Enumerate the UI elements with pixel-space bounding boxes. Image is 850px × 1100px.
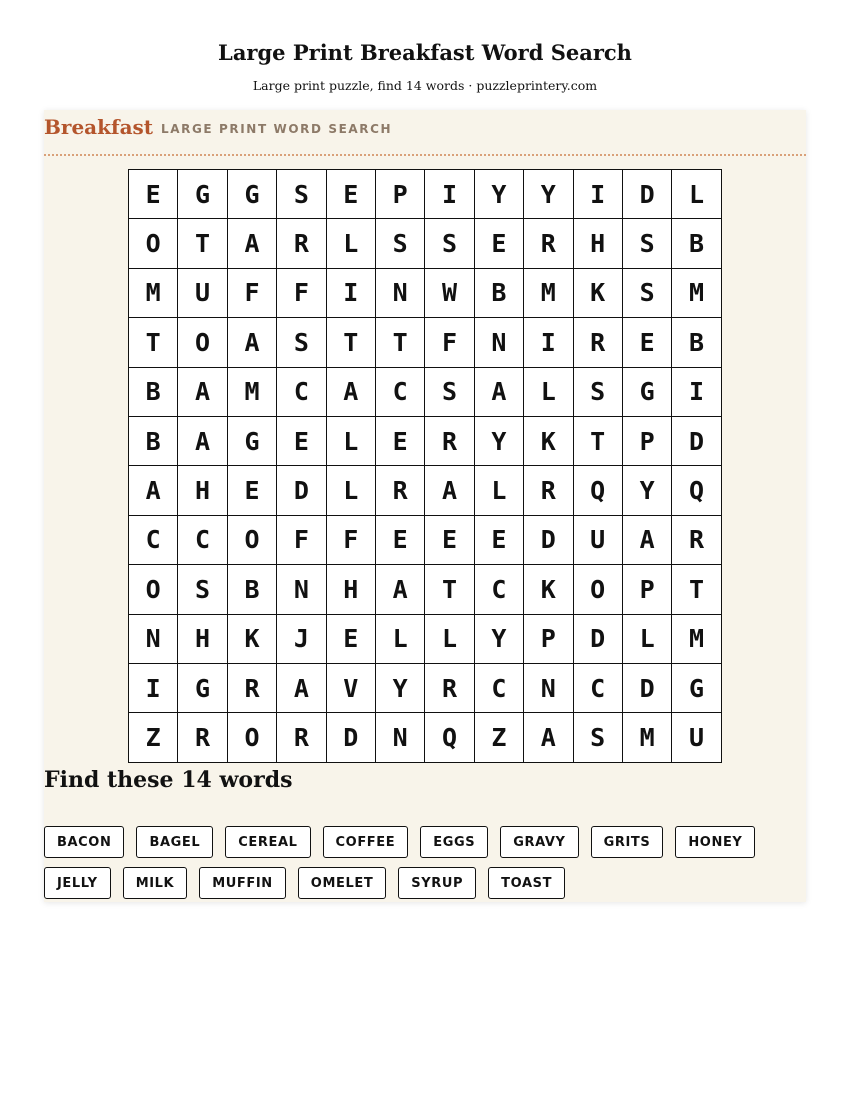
grid-cell[interactable]: T [327, 318, 376, 367]
word-chip: COFFEE [323, 826, 409, 858]
grid-cell[interactable]: Y [475, 417, 524, 466]
grid-cell[interactable]: C [574, 664, 623, 713]
grid-cell[interactable]: M [228, 368, 277, 417]
grid-cell[interactable]: E [425, 516, 474, 565]
grid-cell[interactable]: C [475, 664, 524, 713]
word-list-heading: Find these 14 words [44, 767, 293, 793]
grid-cell[interactable]: S [574, 368, 623, 417]
grid-cell[interactable]: M [672, 615, 721, 664]
grid-cell[interactable]: S [178, 565, 227, 614]
grid-cell[interactable]: F [425, 318, 474, 367]
word-chip: BAGEL [136, 826, 213, 858]
grid-cell[interactable]: U [672, 713, 721, 762]
grid-cell[interactable]: D [327, 713, 376, 762]
grid-cell[interactable]: R [178, 713, 227, 762]
grid-cell[interactable]: I [672, 368, 721, 417]
grid-cell[interactable]: S [277, 318, 326, 367]
grid-cell[interactable]: J [277, 615, 326, 664]
grid-cell[interactable]: D [623, 664, 672, 713]
grid-cell[interactable]: T [376, 318, 425, 367]
word-list [44, 826, 784, 899]
grid-cell[interactable]: N [524, 664, 573, 713]
grid-cell[interactable]: F [277, 269, 326, 318]
grid-cell[interactable]: G [178, 170, 227, 219]
grid-cell[interactable]: F [327, 516, 376, 565]
grid-cell[interactable]: B [672, 219, 721, 268]
grid-cell[interactable]: E [129, 170, 178, 219]
grid-cell[interactable]: B [129, 417, 178, 466]
grid-cell[interactable]: G [672, 664, 721, 713]
grid-cell[interactable]: E [327, 170, 376, 219]
grid-cell[interactable]: S [425, 368, 474, 417]
grid-cell[interactable]: D [672, 417, 721, 466]
grid-cell[interactable]: E [277, 417, 326, 466]
grid-cell[interactable]: L [327, 417, 376, 466]
grid-cell[interactable]: E [376, 516, 425, 565]
grid-cell[interactable]: B [129, 368, 178, 417]
grid-cell[interactable]: C [277, 368, 326, 417]
grid-cell[interactable]: H [178, 615, 227, 664]
grid-cell[interactable]: A [228, 318, 277, 367]
grid-cell[interactable]: C [376, 368, 425, 417]
grid-cell[interactable]: H [574, 219, 623, 268]
grid-cell[interactable]: I [327, 269, 376, 318]
word-chip: GRITS [591, 826, 664, 858]
grid-cell[interactable]: A [178, 368, 227, 417]
letter-grid [128, 169, 722, 763]
grid-cell[interactable]: L [425, 615, 474, 664]
word-chip: MILK [123, 867, 188, 899]
grid-cell[interactable]: T [672, 565, 721, 614]
grid-cell[interactable]: O [129, 565, 178, 614]
grid-cell[interactable]: R [425, 417, 474, 466]
grid-cell[interactable]: U [178, 269, 227, 318]
word-chip: OMELET [298, 867, 387, 899]
puzzle-card [44, 110, 806, 902]
grid-cell[interactable]: E [228, 466, 277, 515]
grid-cell[interactable]: F [277, 516, 326, 565]
grid-cell[interactable]: R [277, 713, 326, 762]
grid-cell[interactable]: Y [623, 466, 672, 515]
grid-cell[interactable]: H [178, 466, 227, 515]
grid-cell[interactable]: R [524, 466, 573, 515]
page-title: Large Print Breakfast Word Search [218, 40, 632, 65]
grid-cell[interactable]: L [327, 466, 376, 515]
grid-cell[interactable]: Q [425, 713, 474, 762]
grid-cell[interactable]: S [623, 269, 672, 318]
grid-cell[interactable]: L [524, 368, 573, 417]
card-header [44, 110, 806, 156]
grid-cell[interactable]: K [574, 269, 623, 318]
grid-cell[interactable]: L [327, 219, 376, 268]
grid-cell[interactable]: D [524, 516, 573, 565]
grid-cell[interactable]: N [129, 615, 178, 664]
grid-cell[interactable]: R [524, 219, 573, 268]
grid-cell[interactable]: G [228, 417, 277, 466]
word-chip: GRAVY [500, 826, 578, 858]
grid-cell[interactable]: A [228, 219, 277, 268]
grid-cell[interactable]: Y [376, 664, 425, 713]
grid-cell[interactable]: E [623, 318, 672, 367]
grid-cell[interactable]: P [376, 170, 425, 219]
grid-cell[interactable]: M [524, 269, 573, 318]
grid-cell[interactable]: S [277, 170, 326, 219]
grid-cell[interactable]: H [327, 565, 376, 614]
card-kicker: LARGE PRINT WORD SEARCH [161, 122, 393, 136]
grid-cell[interactable]: A [623, 516, 672, 565]
grid-cell[interactable]: R [376, 466, 425, 515]
grid-cell[interactable]: A [327, 368, 376, 417]
grid-cell[interactable]: A [475, 368, 524, 417]
grid-cell[interactable]: C [129, 516, 178, 565]
grid-cell[interactable]: W [425, 269, 474, 318]
grid-cell[interactable]: T [129, 318, 178, 367]
page-subtitle: Large print puzzle, find 14 words · puzzleprintery.com [252, 78, 598, 93]
grid-cell[interactable]: O [574, 565, 623, 614]
grid-cell[interactable]: R [277, 219, 326, 268]
grid-cell[interactable]: K [228, 615, 277, 664]
grid-cell[interactable]: M [623, 713, 672, 762]
grid-cell[interactable]: S [623, 219, 672, 268]
grid-cell[interactable]: Y [475, 615, 524, 664]
grid-cell[interactable]: C [475, 565, 524, 614]
grid-cell[interactable]: Y [475, 170, 524, 219]
word-chip: BACON [44, 826, 124, 858]
grid-cell[interactable]: F [228, 269, 277, 318]
grid-cell[interactable]: G [228, 170, 277, 219]
grid-cell[interactable]: Z [475, 713, 524, 762]
grid-cell[interactable]: K [524, 565, 573, 614]
grid-cell[interactable]: I [574, 170, 623, 219]
grid-cell[interactable]: Z [129, 713, 178, 762]
grid-cell[interactable]: O [129, 219, 178, 268]
grid-cell[interactable]: R [228, 664, 277, 713]
grid-cell[interactable]: A [524, 713, 573, 762]
grid-cell[interactable]: A [178, 417, 227, 466]
grid-cell[interactable]: R [672, 516, 721, 565]
grid-cell[interactable]: L [623, 615, 672, 664]
word-chip: SYRUP [398, 867, 476, 899]
grid-cell[interactable]: M [672, 269, 721, 318]
word-chip: TOAST [488, 867, 565, 899]
grid-cell[interactable]: U [574, 516, 623, 565]
grid-cell[interactable]: D [574, 615, 623, 664]
grid-cell[interactable]: G [623, 368, 672, 417]
grid-cell[interactable]: O [228, 713, 277, 762]
grid-cell[interactable]: O [178, 318, 227, 367]
grid-cell[interactable]: B [228, 565, 277, 614]
grid-cell[interactable]: O [228, 516, 277, 565]
grid-cell[interactable]: N [475, 318, 524, 367]
grid-cell[interactable]: L [376, 615, 425, 664]
grid-cell[interactable]: A [376, 565, 425, 614]
grid-cell[interactable]: D [623, 170, 672, 219]
grid-cell[interactable]: L [475, 466, 524, 515]
grid-cell[interactable]: I [129, 664, 178, 713]
grid-cell[interactable]: E [327, 615, 376, 664]
grid-cell[interactable]: I [425, 170, 474, 219]
grid-cell[interactable]: Q [574, 466, 623, 515]
grid-cell[interactable]: S [574, 713, 623, 762]
grid-cell[interactable]: L [672, 170, 721, 219]
grid-cell[interactable]: S [425, 219, 474, 268]
grid-cell[interactable]: T [425, 565, 474, 614]
grid-cell[interactable]: E [475, 516, 524, 565]
word-chip: EGGS [420, 826, 488, 858]
grid-cell[interactable]: P [524, 615, 573, 664]
grid-cell[interactable]: D [277, 466, 326, 515]
grid-cell[interactable]: A [277, 664, 326, 713]
grid-cell[interactable]: R [425, 664, 474, 713]
grid-cell[interactable]: E [475, 219, 524, 268]
grid-cell[interactable]: V [327, 664, 376, 713]
grid-cell[interactable]: C [178, 516, 227, 565]
grid-cell[interactable]: M [129, 269, 178, 318]
grid-cell[interactable]: G [178, 664, 227, 713]
grid-cell[interactable]: P [623, 417, 672, 466]
grid-cell[interactable]: A [425, 466, 474, 515]
grid-cell[interactable]: N [376, 713, 425, 762]
grid-cell[interactable]: A [129, 466, 178, 515]
grid-cell[interactable]: S [376, 219, 425, 268]
grid-cell[interactable]: I [524, 318, 573, 367]
grid-cell[interactable]: N [277, 565, 326, 614]
word-chip: HONEY [675, 826, 755, 858]
card-title: Breakfast [44, 115, 154, 139]
grid-cell[interactable]: Y [524, 170, 573, 219]
word-chip: MUFFIN [199, 867, 286, 899]
grid-cell[interactable]: Q [672, 466, 721, 515]
grid-cell[interactable]: T [178, 219, 227, 268]
word-chip: JELLY [44, 867, 111, 899]
grid-cell[interactable]: E [376, 417, 425, 466]
grid-cell[interactable]: B [672, 318, 721, 367]
grid-cell[interactable]: K [524, 417, 573, 466]
grid-cell[interactable]: B [475, 269, 524, 318]
grid-cell[interactable]: P [623, 565, 672, 614]
word-chip: CEREAL [225, 826, 310, 858]
grid-cell[interactable]: R [574, 318, 623, 367]
grid-cell[interactable]: N [376, 269, 425, 318]
grid-cell[interactable]: T [574, 417, 623, 466]
